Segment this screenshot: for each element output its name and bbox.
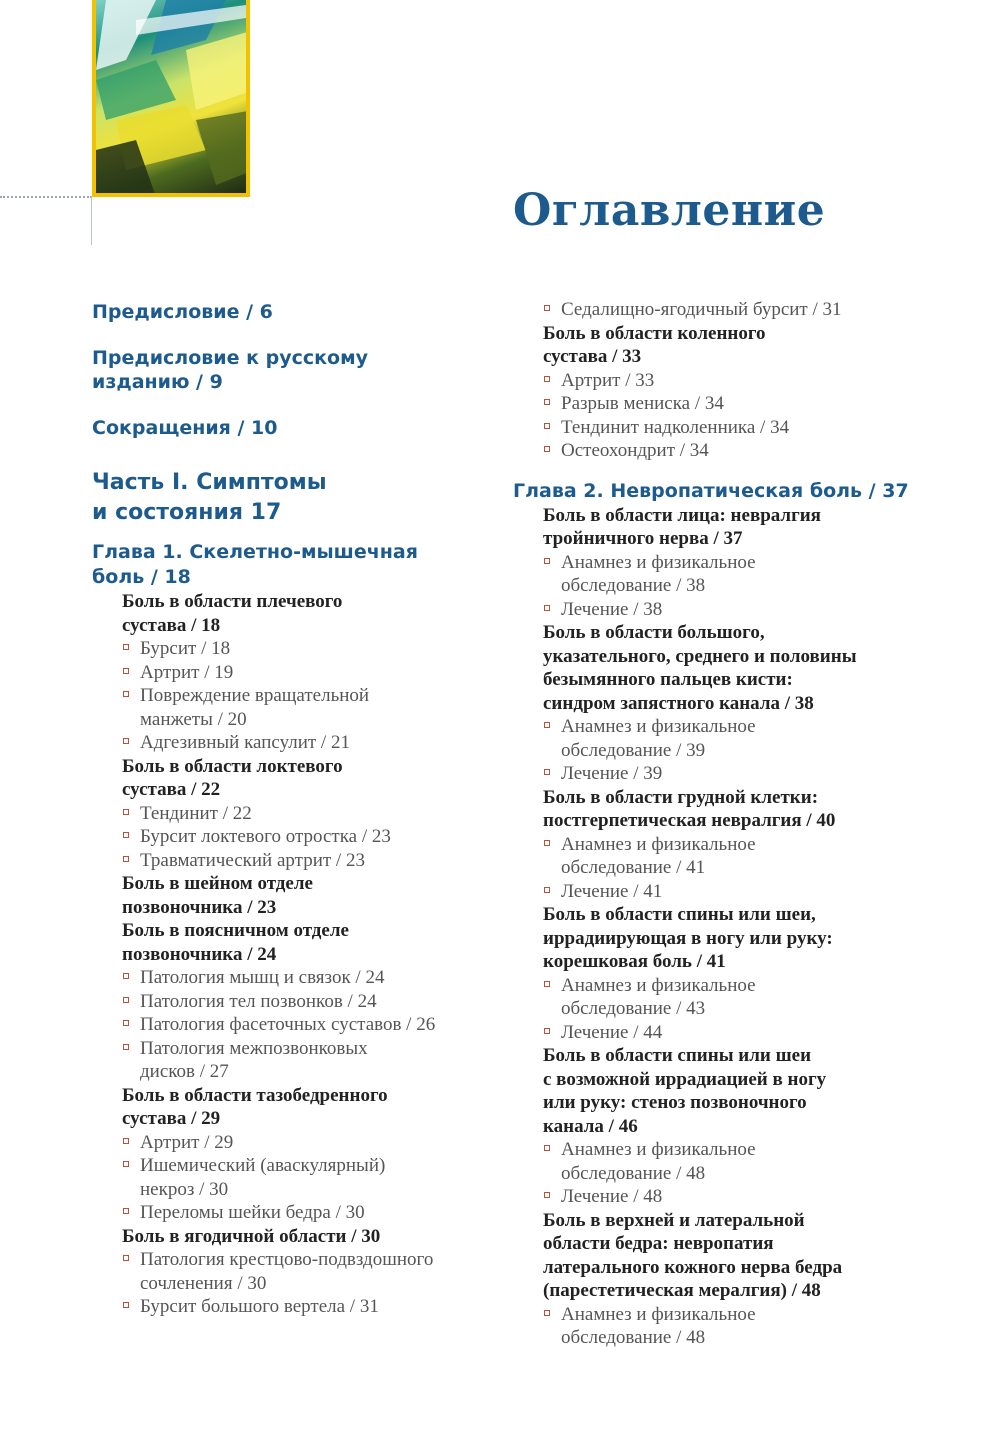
toc-subsection-entry [543, 1138, 933, 1185]
toc-line: Патология крестцово-подвздошного [140, 1249, 434, 1270]
toc-line: Лечение / 38 [561, 598, 663, 620]
toc-line: Боль в шейном отделе [122, 873, 313, 894]
toc-front-matter-entry [92, 414, 492, 440]
toc-line: Тендинит / 22 [140, 802, 252, 824]
toc-line: дисков / 27 [140, 1061, 229, 1082]
toc-section-entry [122, 919, 492, 966]
toc-subsection-entry [122, 684, 492, 731]
toc-line: Травматический артрит / 23 [140, 849, 365, 871]
toc-section-entry [122, 755, 492, 802]
toc-section-entry [543, 786, 933, 833]
toc-line: указательного, среднего и половины [543, 645, 857, 667]
toc-subsection-entry [543, 974, 933, 1021]
toc-front-matter-entry [92, 298, 492, 324]
toc-line: (парестетическая мералгия) / 48 [543, 1280, 821, 1301]
toc-subsection-entry [543, 369, 933, 393]
toc-subsection-entry [122, 1131, 492, 1155]
toc-subsection-entry [122, 637, 492, 661]
toc-line: Тендинит надколенника / 34 [561, 416, 790, 438]
toc-line: сустава / 33 [543, 346, 642, 367]
toc-subsection-entry [543, 1021, 933, 1045]
toc-subsection-entry [122, 661, 492, 685]
toc-line: Артрит / 29 [140, 1131, 234, 1153]
toc-line: постгерпетическая невралгия / 40 [543, 810, 836, 831]
toc-line: сочленения / 30 [140, 1272, 267, 1294]
toc-subsection-entry [122, 966, 492, 990]
toc-line: позвоночника / 24 [122, 943, 277, 965]
toc-line: сустава / 18 [122, 614, 221, 636]
toc-line: Патология межпозвонковых [140, 1037, 368, 1059]
toc-line: канала / 46 [543, 1115, 638, 1137]
toc-line: Лечение / 41 [561, 880, 663, 902]
toc-line: обследование / 41 [561, 857, 706, 878]
dotted-rule [0, 196, 92, 198]
toc-section-entry [543, 504, 933, 551]
toc-line: боль / 18 [92, 566, 191, 588]
toc-line: Лечение / 44 [561, 1021, 663, 1043]
toc-line: обследование / 39 [561, 739, 706, 761]
toc-line: Артрит / 33 [561, 369, 655, 391]
toc-line: Переломы шейки бедра / 30 [140, 1202, 365, 1223]
toc-line: обследование / 43 [561, 998, 706, 1019]
toc-line: Патология мышц и связок / 24 [140, 967, 385, 988]
toc-line: Артрит / 19 [140, 661, 234, 683]
toc-line: Бурсит большого вертела / 31 [140, 1296, 379, 1317]
toc-line: Седалищно-ягодичный бурсит / 31 [561, 299, 842, 320]
toc-line: Анамнез и физикальное [561, 551, 756, 573]
toc-line: латерального кожного нерва бедра [543, 1256, 843, 1278]
toc-line: Часть I. Симптомы [92, 470, 327, 495]
toc-subsection-entry [543, 439, 933, 463]
toc-line: Патология тел позвонков / 24 [140, 990, 377, 1012]
toc-subsection-entry [543, 598, 933, 622]
toc-line: Предисловие / 6 [92, 301, 273, 323]
toc-subsection-entry [122, 825, 492, 849]
toc-subsection-entry [543, 1303, 933, 1350]
toc-right-column [513, 298, 933, 1350]
toc-section-entry [122, 1084, 492, 1131]
toc-subsection-entry [122, 1295, 492, 1319]
toc-line: обследование / 48 [561, 1162, 706, 1184]
toc-line: или руку: стеноз позвоночного [543, 1092, 807, 1113]
toc-line: Боль в области спины или шеи [543, 1045, 812, 1066]
toc-subsection-entry [543, 715, 933, 762]
toc-section-entry [122, 872, 492, 919]
toc-section-entry [122, 590, 492, 637]
toc-line: Боль в области большого, [543, 622, 765, 643]
toc-line: Анамнез и физикальное [561, 1303, 756, 1325]
toc-line: Боль в области тазобедренного [122, 1084, 388, 1106]
toc-line: Боль в области плечевого [122, 591, 343, 612]
toc-subsection-entry [543, 762, 933, 786]
toc-line: позвоночника / 23 [122, 896, 277, 918]
toc-line: Анамнез и физикальное [561, 716, 756, 737]
toc-section-entry [543, 903, 933, 974]
toc-section-entry [543, 322, 933, 369]
toc-line: манжеты / 20 [140, 708, 247, 730]
toc-line: Патология фасеточных суставов / 26 [140, 1014, 436, 1035]
toc-subsection-entry [543, 392, 933, 416]
toc-subsection-entry [543, 416, 933, 440]
toc-line: корешковая боль / 41 [543, 951, 726, 972]
toc-left-column [92, 298, 492, 1319]
toc-line: Боль в верхней и латеральной [543, 1209, 805, 1231]
toc-line: Анамнез и физикальное [561, 833, 756, 855]
toc-chapter-heading [92, 540, 492, 590]
toc-line: и состояния 17 [92, 500, 282, 525]
toc-line: Адгезивный капсулит / 21 [140, 732, 350, 753]
toc-subsection-entry [122, 802, 492, 826]
toc-subsection-entry [122, 990, 492, 1014]
toc-subsection-entry [543, 551, 933, 598]
toc-line: Глава 2. Невропатическая боль / 37 [513, 479, 909, 502]
toc-line: синдром запястного канала / 38 [543, 692, 814, 714]
page-title: Оглавление [513, 185, 826, 236]
toc-line: Анамнез и физикальное [561, 1139, 756, 1160]
toc-line: Бурсит локтевого отростка / 23 [140, 826, 391, 847]
toc-line: Сокращения / 10 [92, 417, 278, 439]
toc-section-entry [122, 1225, 492, 1249]
toc-front-matter-entry [92, 344, 492, 394]
vertical-rule [91, 197, 92, 245]
toc-line: Анамнез и физикальное [561, 974, 756, 996]
toc-section-entry [543, 1044, 933, 1138]
toc-line: обследование / 38 [561, 575, 706, 596]
toc-subsection-entry [543, 880, 933, 904]
toc-line: Боль в области локтевого [122, 755, 343, 777]
toc-line: Глава 1. Скелетно-мышечная [92, 541, 418, 563]
toc-line: Лечение / 48 [561, 1186, 663, 1207]
toc-subsection-entry [122, 1013, 492, 1037]
toc-line: безымянного пальцев кисти: [543, 669, 793, 690]
toc-line: Лечение / 39 [561, 763, 663, 784]
toc-section-entry [543, 1209, 933, 1303]
toc-subsection-entry [122, 1201, 492, 1225]
abstract-cover-graphic [96, 0, 250, 197]
toc-line: некроз / 30 [140, 1178, 229, 1200]
toc-subsection-entry [122, 731, 492, 755]
toc-subsection-entry [543, 833, 933, 880]
toc-line: области бедра: невропатия [543, 1233, 774, 1254]
toc-line: Боль в ягодичной области / 30 [122, 1225, 381, 1247]
toc-line: Ишемический (аваскулярный) [140, 1155, 386, 1176]
toc-subsection-entry [122, 849, 492, 873]
toc-subsection-entry [543, 1185, 933, 1209]
cover-thumbnail [92, 0, 250, 197]
toc-line: Боль в поясничном отделе [122, 920, 349, 941]
toc-line: Разрыв мениска / 34 [561, 393, 724, 414]
toc-line: изданию / 9 [92, 371, 223, 393]
toc-line: с возможной иррадиацией в ногу [543, 1068, 827, 1090]
toc-line: обследование / 48 [561, 1327, 706, 1348]
toc-subsection-entry [122, 1154, 492, 1201]
toc-subsection-entry [543, 298, 933, 322]
toc-line: Боль в области спины или шеи, [543, 904, 816, 925]
toc-line: сустава / 22 [122, 779, 221, 800]
toc-line: иррадиирующая в ногу или руку: [543, 927, 833, 949]
toc-line: Боль в области коленного [543, 322, 766, 344]
toc-line: Повреждение вращательной [140, 685, 370, 706]
toc-line: Предисловие к русскому [92, 347, 369, 369]
toc-line: Боль в области лица: невралгия [543, 504, 821, 526]
toc-line: Бурсит / 18 [140, 638, 231, 659]
toc-line: сустава / 29 [122, 1108, 221, 1129]
toc-line: Боль в области грудной клетки: [543, 786, 819, 808]
toc-part-heading [92, 468, 492, 528]
toc-section-entry [543, 621, 933, 715]
toc-line: тройничного нерва / 37 [543, 528, 743, 549]
toc-subsection-entry [122, 1037, 492, 1084]
toc-chapter-heading [513, 479, 933, 504]
toc-subsection-entry [122, 1248, 492, 1295]
toc-line: Остеохондрит / 34 [561, 440, 709, 461]
